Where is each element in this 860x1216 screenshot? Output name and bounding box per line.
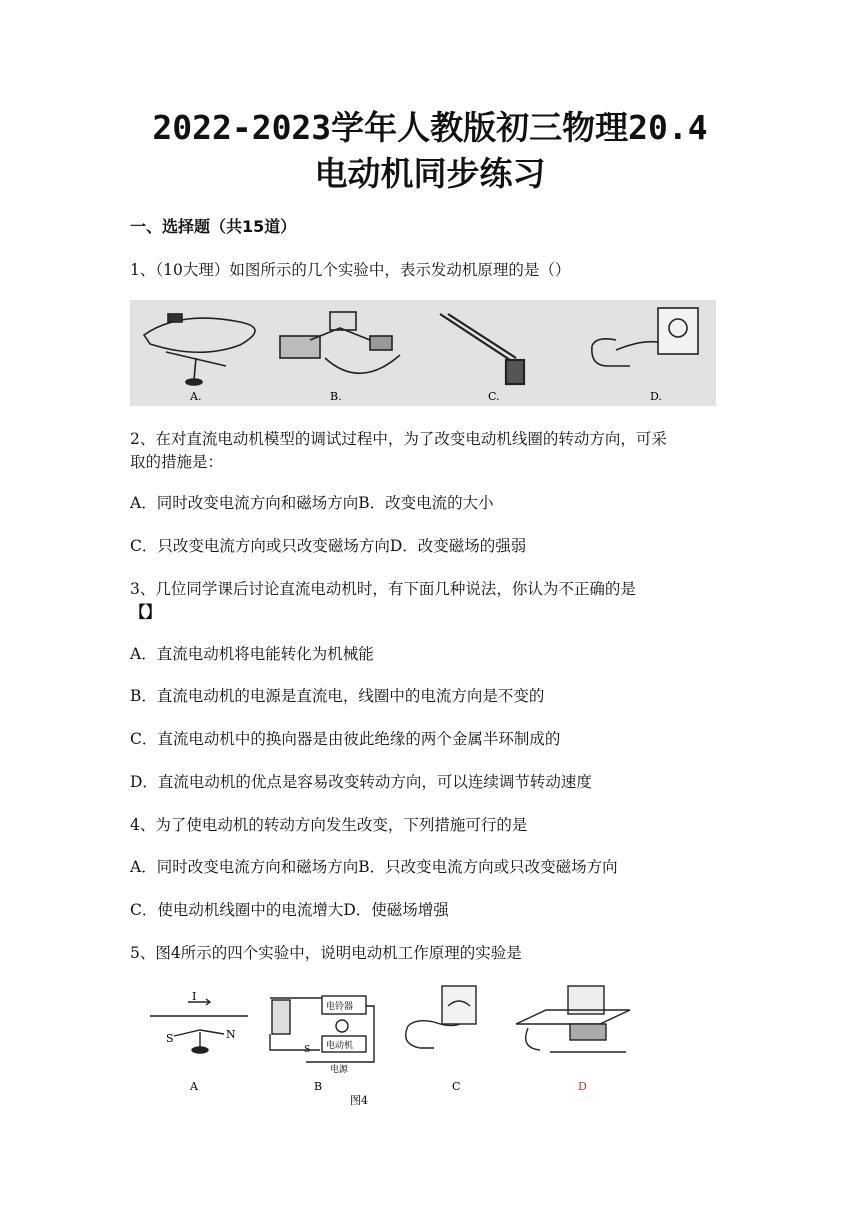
question-2-options-ab: A．同时改变电流方向和磁场方向B．改变电流的大小 xyxy=(130,494,494,512)
figure-1-drawing xyxy=(130,300,716,406)
figure-4-label-d: D xyxy=(578,1080,587,1093)
figure-4-b-drawing xyxy=(270,996,374,1062)
document-title-line1: 2022-2023学年人教版初三物理20.4 xyxy=(152,108,708,147)
figure-1-label-b: B. xyxy=(330,390,342,403)
figure-1-label-d: D. xyxy=(650,390,662,403)
figure-4-label-a: A xyxy=(190,1080,198,1093)
figure-4-text-n: N xyxy=(226,1028,236,1041)
figure-4-drawing xyxy=(130,978,650,1108)
question-2-options-cd: C．只改变电流方向或只改变磁场方向D．改变磁场的强弱 xyxy=(130,537,527,555)
figure-4-d-drawing xyxy=(516,986,630,1052)
figure-4-text-bell: 电铃器 xyxy=(326,1002,354,1012)
figure-4-experiments xyxy=(130,978,650,1108)
question-3-option-a: A．直流电动机将电能转化为机械能 xyxy=(130,645,374,663)
question-3-line2: 【】 xyxy=(130,602,162,621)
section-heading: 一、选择题（共15道） xyxy=(130,217,297,236)
figure-4-a-drawing xyxy=(150,999,248,1053)
figure-1-label-c: C. xyxy=(488,390,500,403)
question-3-option-b: B．直流电动机的电源是直流电，线圈中的电流方向是不变的 xyxy=(130,687,545,705)
document-title-line2: 电动机同步练习 xyxy=(314,154,546,193)
question-1: 1、（10大理）如图所示的几个实验中，表示发动机原理的是（） xyxy=(130,261,571,279)
figure-1-label-a: A. xyxy=(190,390,202,403)
question-4: 4、为了使电动机的转动方向发生改变，下列措施可行的是 xyxy=(130,816,528,834)
question-3-option-c: C．直流电动机中的换向器是由彼此绝缘的两个金属半环制成的 xyxy=(130,730,561,748)
question-4-options-cd: C．使电动机线圈中的电流增大D．使磁场增强 xyxy=(130,901,449,919)
question-2-line2: 取的措施是： xyxy=(130,453,224,471)
figure-4-text-i: I xyxy=(192,990,197,1003)
figure-4-text-source: 电源 xyxy=(330,1065,349,1075)
question-4-options-ab: A．同时改变电流方向和磁场方向B．只改变电流方向或只改变磁场方向 xyxy=(130,858,618,876)
question-2-line1: 2、在对直流电动机模型的调试过程中，为了改变电动机线圈的转动方向，可采 xyxy=(130,430,667,448)
figure-4-label-b: B xyxy=(314,1080,323,1093)
figure-4-text-s: S xyxy=(166,1032,174,1045)
question-5: 5、图4所示的四个实验中，说明电动机工作原理的实验是 xyxy=(130,944,522,962)
figure-4-label-c: C xyxy=(452,1080,461,1093)
figure-4-caption: 图4 xyxy=(350,1094,368,1107)
figure-1-experiments xyxy=(130,300,716,406)
question-3-option-d: D．直流电动机的优点是容易改变转动方向，可以连续调节转动速度 xyxy=(130,773,592,791)
question-3-line1: 3、几位同学课后讨论直流电动机时，有下面几种说法，你认为不正确的是 xyxy=(130,580,636,598)
figure-4-c-drawing xyxy=(406,986,476,1048)
figure-4-text-motor: 电动机 xyxy=(326,1041,354,1051)
figure-4-text-switch: S xyxy=(304,1045,311,1055)
